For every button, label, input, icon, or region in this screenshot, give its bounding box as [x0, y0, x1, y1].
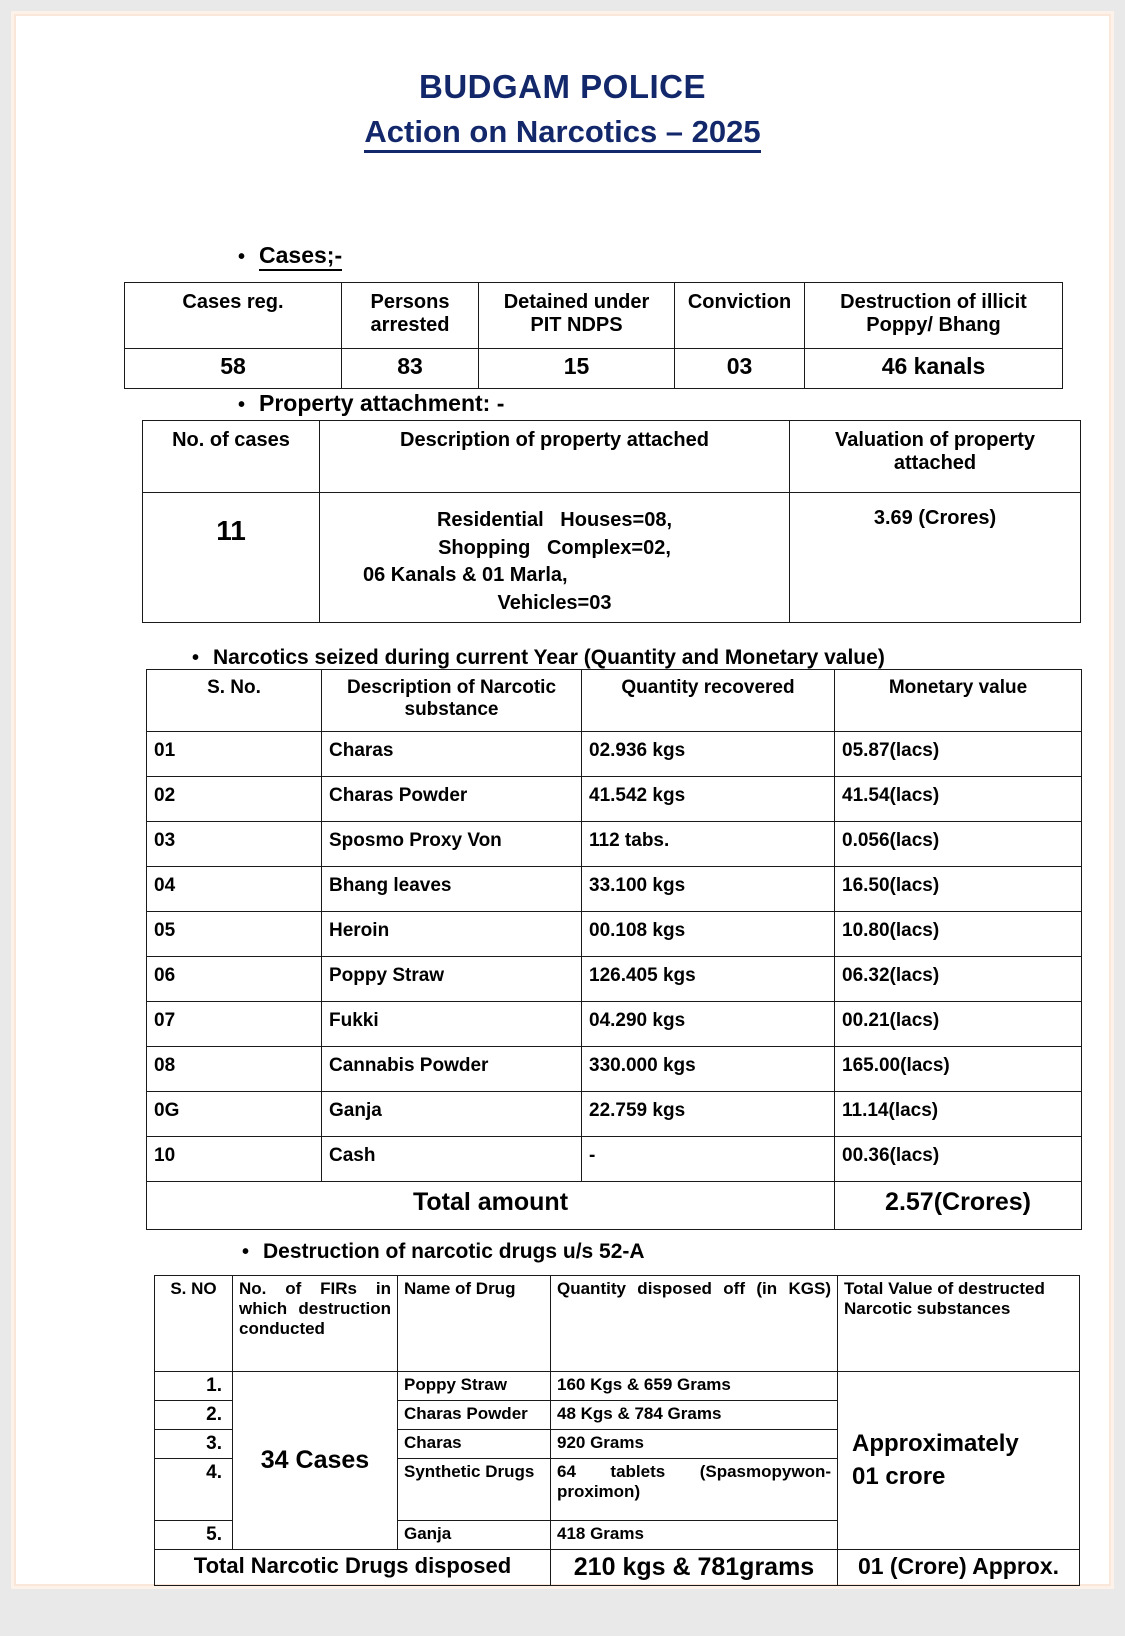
- destruction-header-quantity: Quantity disposed off (in KGS): [551, 1276, 838, 1372]
- destruction-cell-sno: 2.: [155, 1401, 233, 1430]
- seized-cell-value: 05.87(lacs): [835, 732, 1082, 777]
- property-header-valuation: Valuation of property attached: [790, 421, 1081, 493]
- destruction-total-label: Total Narcotic Drugs disposed: [155, 1550, 551, 1586]
- cases-header-persons-arrested: Persons arrested: [342, 283, 479, 349]
- seized-cell-sno: 10: [147, 1137, 322, 1182]
- seized-cell-value: 16.50(lacs): [835, 867, 1082, 912]
- destruction-cell-drug: Ganja: [398, 1521, 551, 1550]
- section-heading-destruction-label: Destruction of narcotic drugs u/s 52-A: [263, 1240, 645, 1263]
- bullet-icon: •: [192, 647, 200, 669]
- narcotics-seized-table: [146, 669, 1082, 1230]
- destruction-header-total-value: Total Value of destructed Narcotic substances: [838, 1276, 1080, 1372]
- destruction-total-value-line2: 01 crore: [852, 1462, 946, 1490]
- cases-header-conviction: Conviction: [675, 283, 805, 349]
- destruction-cell-drug: Poppy Straw: [398, 1372, 551, 1401]
- destruction-cell-quantity: 48 Kgs & 784 Grams: [551, 1401, 838, 1430]
- seized-cell-sno: 07: [147, 1002, 322, 1047]
- destruction-cell-firs-count: 34 Cases: [233, 1372, 398, 1550]
- seized-cell-quantity: 330.000 kgs: [582, 1047, 835, 1092]
- property-value-no-of-cases: 11: [143, 493, 320, 623]
- property-attachment-table: [142, 420, 1081, 623]
- cases-value-conviction: 03: [675, 349, 805, 389]
- destruction-total-quantity: 210 kgs & 781grams: [551, 1550, 838, 1586]
- seized-cell-value: 06.32(lacs): [835, 957, 1082, 1002]
- seized-cell-substance: Heroin: [322, 912, 582, 957]
- table-row: [147, 867, 1082, 912]
- cases-header-destruction-poppy-bhang: Destruction of illicit Poppy/ Bhang: [805, 283, 1063, 349]
- destruction-cell-sno: 5.: [155, 1521, 233, 1550]
- destruction-cell-sno: 1.: [155, 1372, 233, 1401]
- seized-cell-quantity: 00.108 kgs: [582, 912, 835, 957]
- table-row: [155, 1276, 1080, 1372]
- destruction-total-value-line1: Approximately: [852, 1430, 1019, 1458]
- seized-cell-substance: Bhang leaves: [322, 867, 582, 912]
- seized-cell-sno: 06: [147, 957, 322, 1002]
- section-heading-cases-label: Cases;-: [259, 242, 342, 271]
- table-row: [155, 1372, 1080, 1401]
- destruction-header-sno: S. NO: [155, 1276, 233, 1372]
- destruction-cell-quantity: 160 Kgs & 659 Grams: [551, 1372, 838, 1401]
- section-heading-destruction: [242, 1240, 645, 1264]
- section-heading-property-label: Property attachment: -: [259, 390, 505, 416]
- section-heading-seized: [192, 646, 885, 670]
- page-subtitle: [16, 114, 1109, 150]
- seized-cell-quantity: 22.759 kgs: [582, 1092, 835, 1137]
- property-description-line: 06 Kanals & 01 Marla,: [363, 564, 568, 587]
- seized-total-label: Total amount: [147, 1182, 835, 1230]
- bullet-icon: •: [242, 1241, 250, 1263]
- destruction-quantity-line1: 64 tablets (Spasmopywon-: [557, 1462, 831, 1481]
- seized-cell-quantity: 04.290 kgs: [582, 1002, 835, 1047]
- destruction-quantity-line2: proximon): [557, 1482, 641, 1501]
- destruction-table: [154, 1275, 1080, 1586]
- seized-cell-sno: 0G: [147, 1092, 322, 1137]
- cases-header-detained-pit-ndps: Detained under PIT NDPS: [479, 283, 675, 349]
- seized-header-value: Monetary value: [835, 670, 1082, 732]
- seized-cell-substance: Poppy Straw: [322, 957, 582, 1002]
- seized-cell-sno: 04: [147, 867, 322, 912]
- table-row: [147, 670, 1082, 732]
- seized-cell-quantity: 02.936 kgs: [582, 732, 835, 777]
- destruction-cell-quantity: 418 Grams: [551, 1521, 838, 1550]
- table-row: [147, 822, 1082, 867]
- seized-cell-sno: 01: [147, 732, 322, 777]
- table-row: [147, 777, 1082, 822]
- seized-header-sno: S. No.: [147, 670, 322, 732]
- table-row: [125, 349, 1063, 389]
- seized-cell-quantity: 112 tabs.: [582, 822, 835, 867]
- seized-header-quantity: Quantity recovered: [582, 670, 835, 732]
- seized-cell-quantity: 33.100 kgs: [582, 867, 835, 912]
- seized-cell-substance: Sposmo Proxy Von: [322, 822, 582, 867]
- table-row-total: [155, 1550, 1080, 1586]
- table-row: [147, 1137, 1082, 1182]
- seized-cell-substance: Fukki: [322, 1002, 582, 1047]
- property-header-description: Description of property attached: [320, 421, 790, 493]
- destruction-cell-drug: Charas: [398, 1430, 551, 1459]
- destruction-cell-drug: Charas Powder: [398, 1401, 551, 1430]
- section-heading-property: [238, 390, 504, 417]
- document-sheet: [16, 68, 1109, 1636]
- bullet-icon: •: [238, 394, 246, 416]
- table-row: [125, 283, 1063, 349]
- cases-value-cases-reg: 58: [125, 349, 342, 389]
- seized-cell-quantity: -: [582, 1137, 835, 1182]
- seized-cell-value: 10.80(lacs): [835, 912, 1082, 957]
- bullet-icon: •: [238, 246, 246, 268]
- seized-cell-value: 00.21(lacs): [835, 1002, 1082, 1047]
- property-description-line: Shopping Complex=02,: [438, 536, 671, 559]
- destruction-header-firs: No. of FIRs in which destruction conducted: [233, 1276, 398, 1372]
- seized-cell-quantity: 41.542 kgs: [582, 777, 835, 822]
- destruction-cell-total-value: [838, 1372, 1080, 1550]
- destruction-cell-quantity: 920 Grams: [551, 1430, 838, 1459]
- property-value-description: [320, 493, 790, 623]
- destruction-cell-quantity: [551, 1459, 838, 1521]
- seized-cell-value: 11.14(lacs): [835, 1092, 1082, 1137]
- page-frame: [14, 14, 1111, 1586]
- section-heading-seized-label: Narcotics seized during current Year (Quantity and Monetary value): [213, 646, 885, 669]
- seized-total-value: 2.57(Crores): [835, 1182, 1082, 1230]
- seized-cell-quantity: 126.405 kgs: [582, 957, 835, 1002]
- seized-cell-sno: 05: [147, 912, 322, 957]
- seized-cell-value: 00.36(lacs): [835, 1137, 1082, 1182]
- seized-cell-value: 165.00(lacs): [835, 1047, 1082, 1092]
- table-row: [147, 1002, 1082, 1047]
- cases-header-cases-reg: Cases reg.: [125, 283, 342, 349]
- table-row: [147, 732, 1082, 777]
- seized-cell-substance: Charas Powder: [322, 777, 582, 822]
- seized-cell-value: 41.54(lacs): [835, 777, 1082, 822]
- seized-cell-sno: 02: [147, 777, 322, 822]
- page-title: BUDGAM POLICE: [419, 68, 706, 105]
- destruction-cell-sno: 3.: [155, 1430, 233, 1459]
- cases-value-destruction-poppy-bhang: 46 kanals: [805, 349, 1063, 389]
- page-subtitle-text: Action on Narcotics – 2025: [364, 114, 760, 153]
- seized-cell-substance: Cash: [322, 1137, 582, 1182]
- table-row: [143, 421, 1081, 493]
- property-description-line: Residential Houses=08,: [436, 509, 673, 531]
- table-row: [147, 1092, 1082, 1137]
- cases-table: [124, 282, 1063, 389]
- destruction-cell-sno: 4.: [155, 1459, 233, 1521]
- table-row-total: [147, 1182, 1082, 1230]
- seized-cell-substance: Cannabis Powder: [322, 1047, 582, 1092]
- destruction-total-value-summary: 01 (Crore) Approx.: [838, 1550, 1080, 1586]
- property-value-valuation: 3.69 (Crores): [790, 493, 1081, 623]
- table-row: [147, 1047, 1082, 1092]
- destruction-header-drug-name: Name of Drug: [398, 1276, 551, 1372]
- property-header-no-of-cases: No. of cases: [143, 421, 320, 493]
- cases-value-persons-arrested: 83: [342, 349, 479, 389]
- table-row: [147, 957, 1082, 1002]
- seized-cell-substance: Charas: [322, 732, 582, 777]
- seized-cell-value: 0.056(lacs): [835, 822, 1082, 867]
- seized-header-substance: Description of Narcotic substance: [322, 670, 582, 732]
- seized-cell-sno: 03: [147, 822, 322, 867]
- cases-value-detained-pit-ndps: 15: [479, 349, 675, 389]
- property-description-line: Vehicles=03: [497, 591, 612, 614]
- table-row: [147, 912, 1082, 957]
- section-heading-cases: [238, 242, 342, 271]
- table-row: [143, 493, 1081, 623]
- seized-cell-substance: Ganja: [322, 1092, 582, 1137]
- seized-cell-sno: 08: [147, 1047, 322, 1092]
- destruction-cell-drug: Synthetic Drugs: [398, 1459, 551, 1521]
